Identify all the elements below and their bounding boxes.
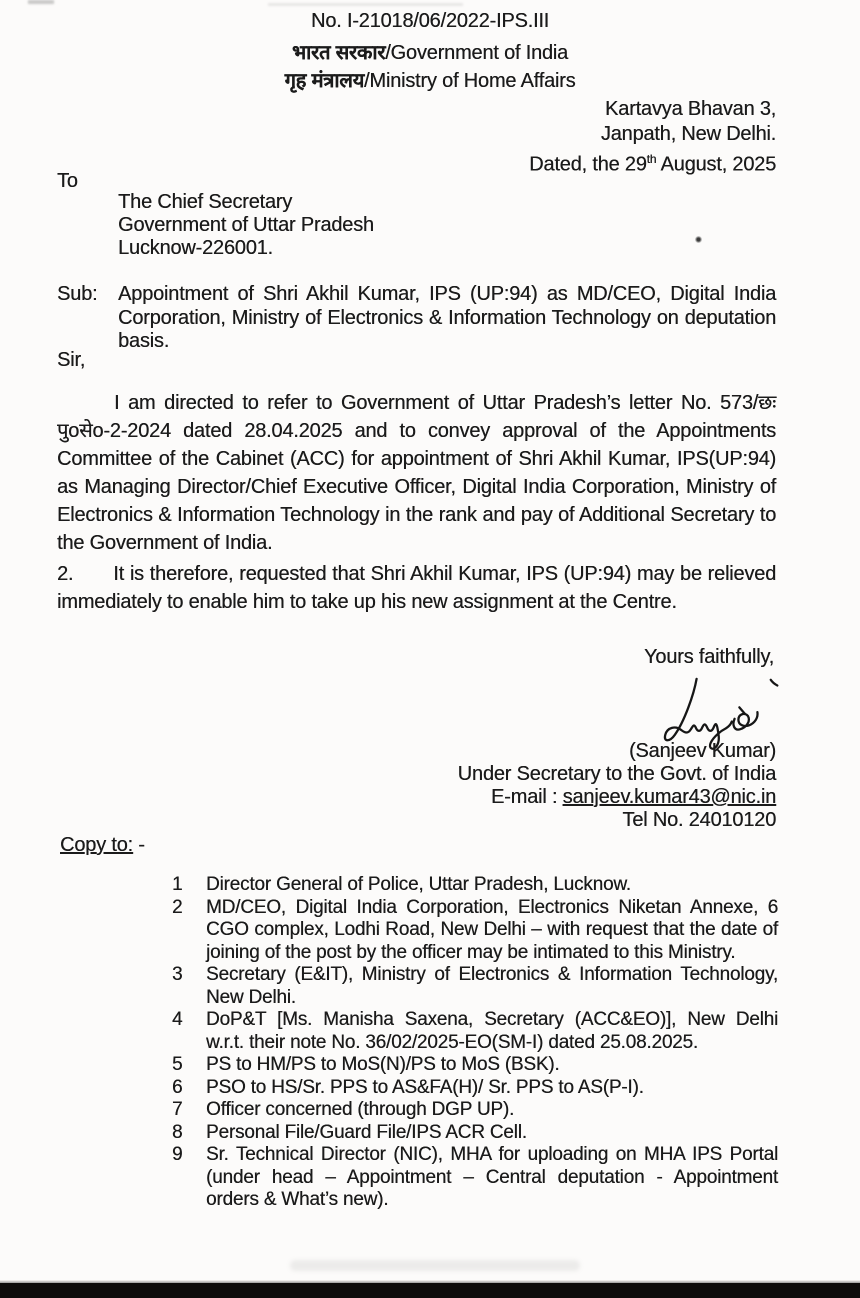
addressee-block: [118, 191, 374, 260]
salutation: Sir,: [57, 349, 86, 371]
copy-item-number: 9: [172, 1144, 183, 1165]
sender-address-line-1: Kartavya Bhavan 3,: [605, 98, 776, 120]
sender-address-line-2: Janpath, New Delhi.: [600, 123, 776, 145]
copy-item-text: MD/CEO, Digital India Corporation, Electronics Niketan Annexe, 6 CGO complex, Lodhi Road, New Delhi – with request that the date of joining of the post by the officer may be intimated to this Ministry.: [206, 896, 778, 963]
copy-item-number: 1: [172, 874, 183, 895]
addressee-line-2: Government of Uttar Pradesh: [118, 214, 374, 236]
copy-list-item: [172, 874, 778, 897]
copy-to-label: Copy to:: [60, 834, 133, 856]
copy-item-text: DoP&T [Ms. Manisha Saxena, Secretary (ACC&EO)], New Delhi w.r.t. their note No. 36/02/2025-EO(SM-I) dated 25.08.2025.: [206, 1009, 778, 1053]
subject-row: [57, 283, 776, 354]
to-label: To: [57, 170, 78, 192]
addressee-line-3: Lucknow-226001.: [118, 237, 273, 259]
copy-item-text: Secretary (E&IT), Ministry of Electronics & Information Technology, New Delhi.: [206, 964, 778, 1008]
copy-list-item: [172, 1122, 778, 1145]
copy-item-number: 5: [172, 1054, 183, 1075]
subject-label: Sub:: [57, 283, 98, 305]
copy-item-number: 2: [172, 896, 183, 918]
copy-list-item: [172, 964, 778, 1009]
scan-bottom-black-bar: [0, 1283, 860, 1298]
signatory-title: Under Secretary to the Govt. of India: [457, 763, 776, 785]
scan-speck-artifact: [695, 236, 702, 243]
sender-address-block: [529, 97, 776, 178]
date-text-rest: August, 2025: [656, 153, 776, 176]
copy-distribution-list: [172, 874, 778, 1212]
page-bleedthrough-artifact: [290, 1260, 580, 1271]
copy-list-item: [172, 1144, 778, 1212]
copy-item-text: Director General of Police, Uttar Pradesh, Lucknow.: [206, 874, 631, 895]
letter-date: [529, 147, 776, 178]
government-english-text: /Government of India: [385, 42, 568, 64]
date-text: Dated, the 29: [529, 153, 647, 176]
copy-list-item: [172, 897, 778, 965]
email-label: E-mail :: [491, 786, 563, 808]
subject-text: Appointment of Shri Akhil Kumar, IPS (UP:94) as MD/CEO, Digital India Corporation, Ministry of Electronics & Information Technology on deputation basis.: [118, 283, 776, 352]
signatory-telephone: Tel No. 24010120: [622, 809, 776, 831]
copy-to-heading: [60, 834, 145, 857]
signatory-name: (Sanjeev Kumar): [628, 740, 776, 762]
copy-list-item: [172, 1099, 778, 1122]
copy-item-number: 6: [172, 1076, 183, 1098]
copy-item-text: PS to HM/PS to MoS(N)/PS to MoS (BSK).: [206, 1054, 560, 1075]
reference-number: No. I-21018/06/2022-IPS.III: [310, 10, 550, 32]
signatory-block: [458, 740, 776, 832]
copy-list-item: [172, 1009, 778, 1054]
copy-to-dash: -: [132, 834, 145, 856]
copy-list-item: [172, 1054, 778, 1077]
addressee-line-1: The Chief Secretary: [118, 191, 293, 213]
government-hindi-text: भारत सरकार: [292, 42, 386, 64]
ministry-of-home-affairs-line: [0, 66, 860, 93]
body-paragraph-1: I am directed to refer to Government of Uttar Pradesh’s letter No. 573/छः पुoसेo-2-2024 dated 28.04.2025 and to convey approval of the Appointments Committee of the Cabinet (ACC) for appointment of Shri Akhil Kumar, IPS(UP:94) as Managing Director/Chief Executive Officer, Digital India Corporation, Ministry of Electronics & Information Technology in the rank and pay of Additional Secretary to the Government of India.: [57, 392, 776, 554]
body-paragraph-2: [57, 560, 776, 616]
paragraph-2-text: It is therefore, requested that Shri Akhil Kumar, IPS (UP:94) may be relieved immediately to enable him to take up his new assignment at the Centre.: [57, 563, 776, 613]
copy-list-item: [172, 1077, 778, 1100]
ministry-hindi-text: गृह मंत्रालय: [284, 70, 365, 92]
copy-item-number: 8: [172, 1121, 183, 1143]
copy-item-text: Personal File/Guard File/IPS ACR Cell.: [206, 1121, 527, 1143]
copy-item-text: PSO to HS/Sr. PPS to AS&FA(H)/ Sr. PPS to AS(P-I).: [206, 1076, 644, 1098]
government-of-india-line: [0, 38, 860, 65]
copy-item-number: 7: [172, 1099, 183, 1120]
signatory-email-line: [458, 786, 776, 809]
copy-item-text: Sr. Technical Director (NIC), MHA for uploading on MHA IPS Portal (under head – Appointment – Central deputation - Appointment orders & What’s new).: [206, 1144, 778, 1210]
copy-item-number: 4: [172, 1009, 183, 1030]
copy-item-text: Officer concerned (through DGP UP).: [206, 1099, 515, 1120]
email-address: sanjeev.kumar43@nic.in: [562, 786, 776, 808]
paragraph-2-number: 2.: [57, 563, 74, 585]
date-ordinal-suffix: th: [646, 152, 657, 166]
scan-smudge-artifact: [268, 3, 463, 6]
closing-valediction: Yours faithfully,: [643, 646, 774, 668]
ministry-english-text: /Ministry of Home Affairs: [364, 70, 576, 92]
scan-smudge-artifact: [28, 0, 54, 4]
copy-item-number: 3: [172, 964, 183, 985]
